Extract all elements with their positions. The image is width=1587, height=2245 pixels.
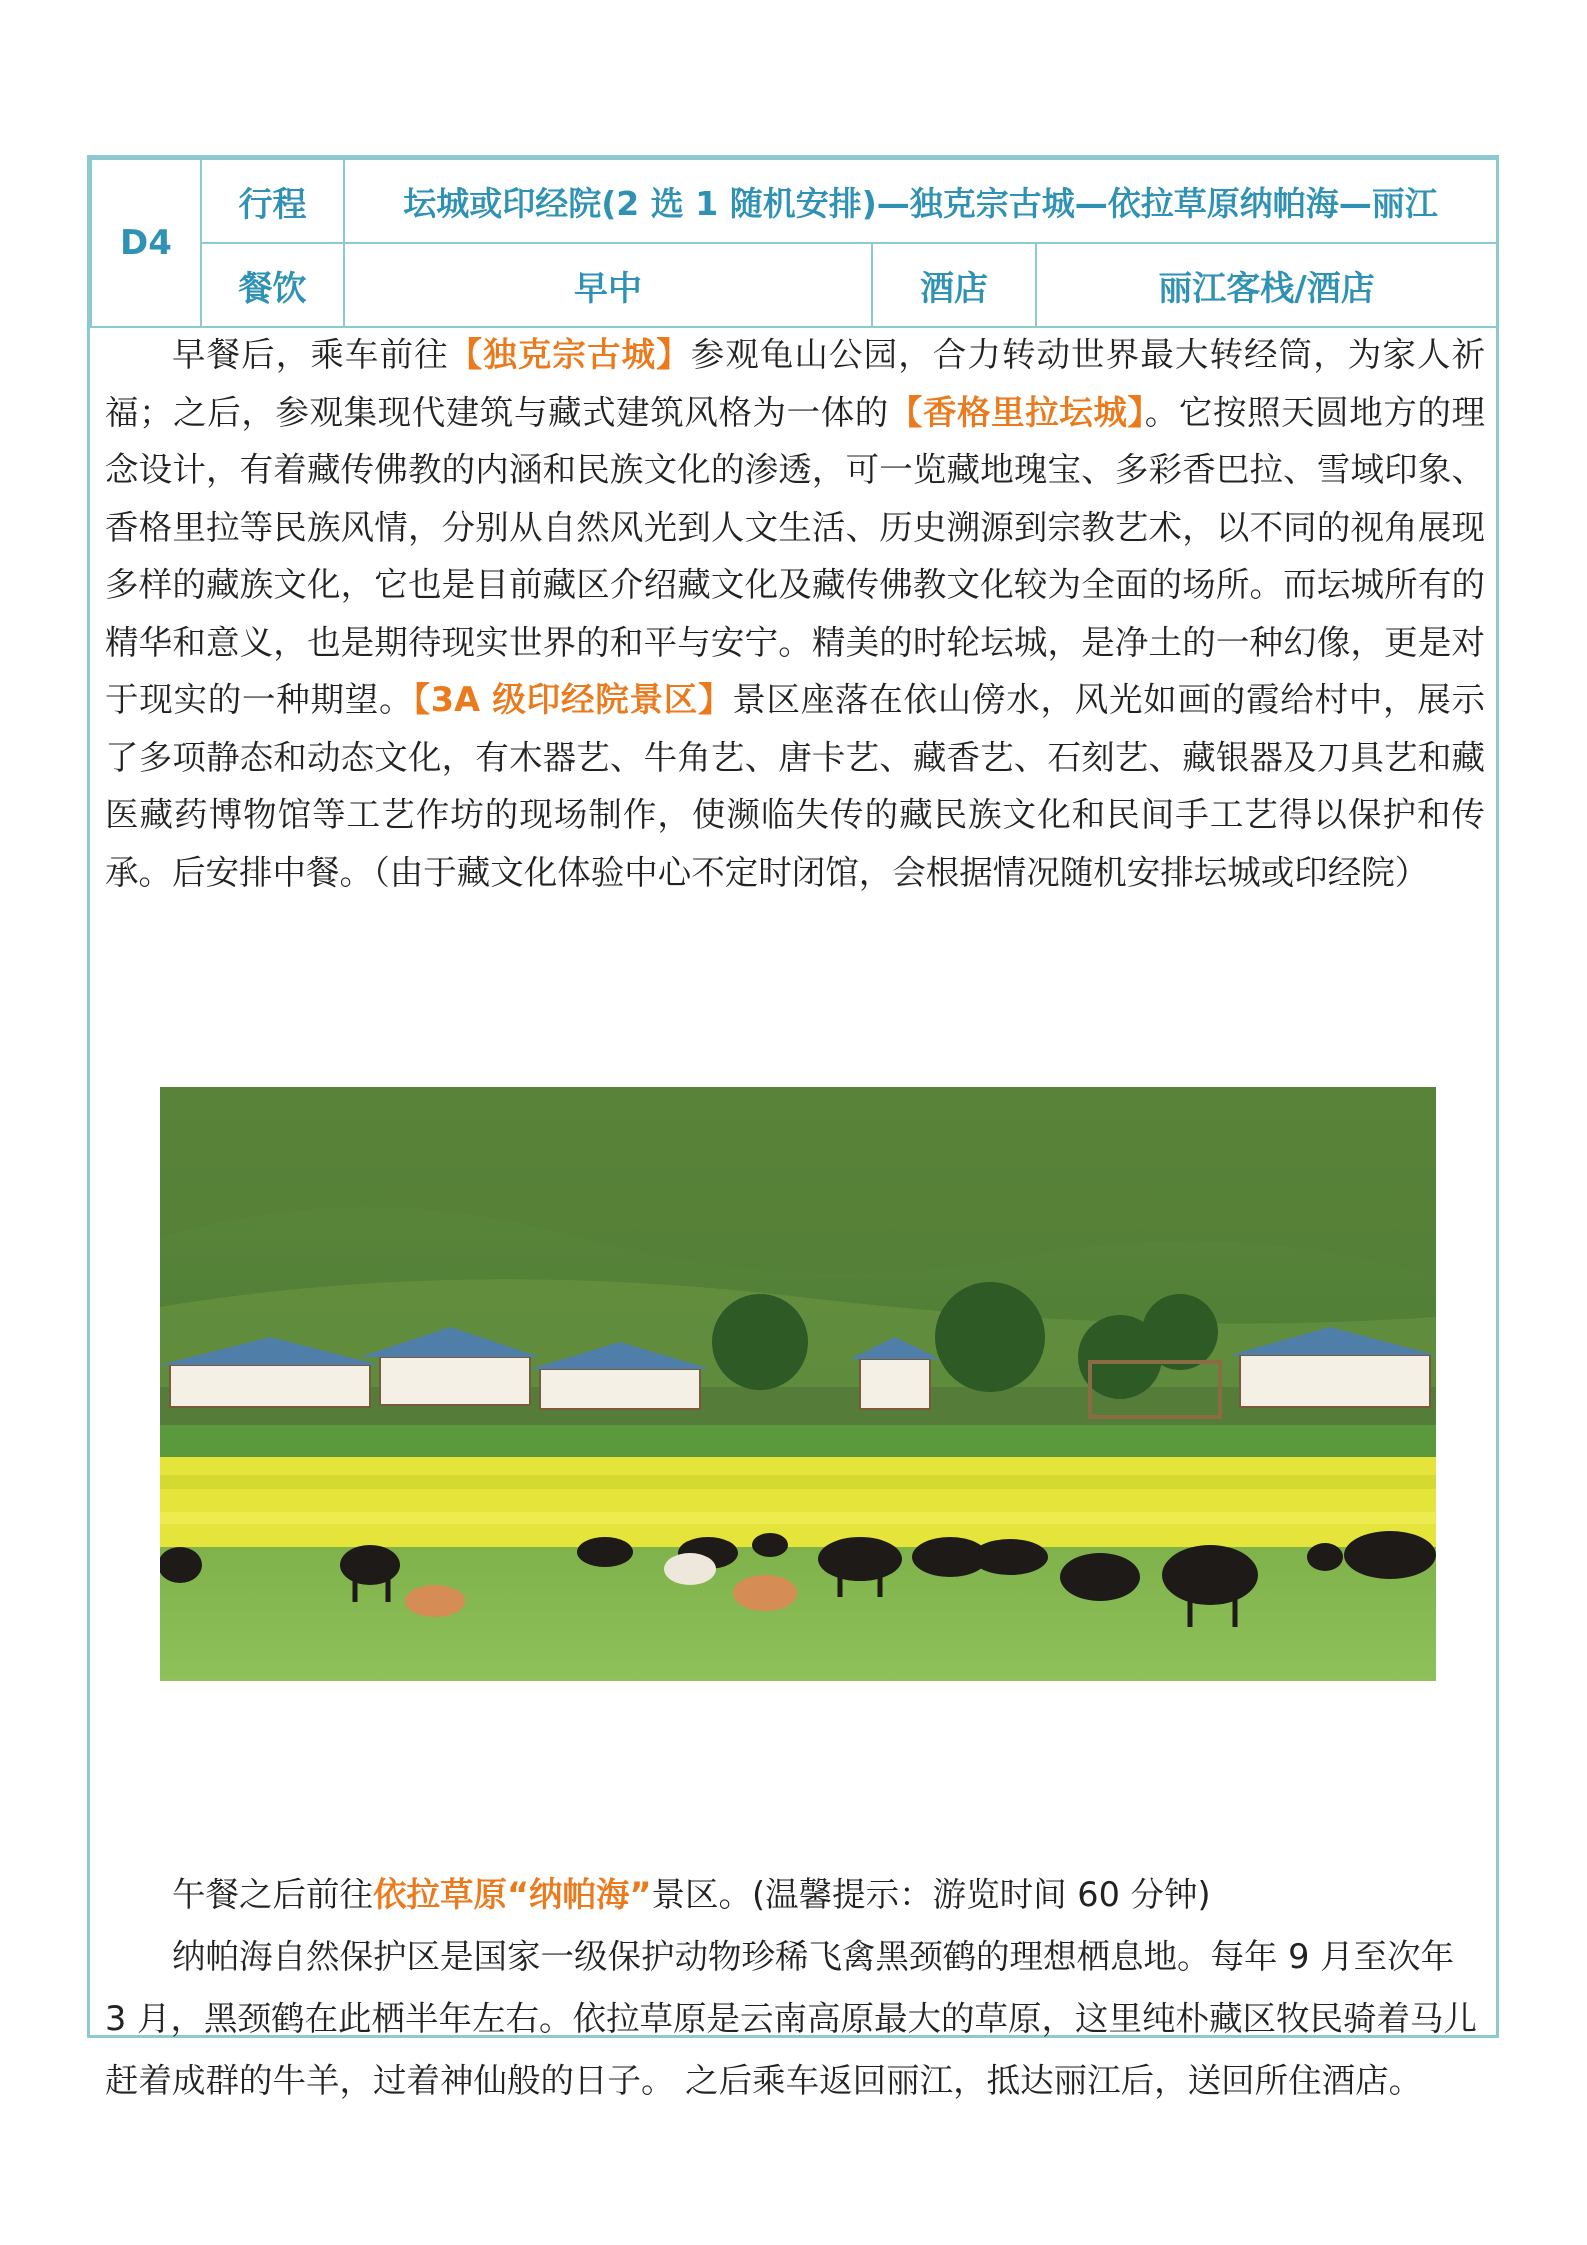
route-label: 行程 [201, 159, 344, 243]
day-header-table [90, 158, 1498, 328]
scripture-printing-highlight: 【3A 级印经院景区】 [413, 680, 733, 719]
hotel-label: 酒店 [872, 243, 1036, 327]
napahai-paragraph: 纳帕海自然保护区是国家一级保护动物珍稀飞禽黑颈鹤的理想栖息地。每年 9 月至次年 3 月，黑颈鹤在此栖半年左右。依拉草原是云南高原最大的草原，这里纯朴藏区牧民骑着马儿赶着成群的牛羊，过着神仙般的日子。 之后乘车返回丽江，抵达丽江后，送回所住酒店。 [105, 1937, 1477, 2100]
lunch-paragraph: 午餐之后前往依拉草原“纳帕海”景区。(温馨提示：游览时间 60 分钟) [172, 1875, 1211, 1914]
day-description [105, 326, 1485, 901]
itinerary-day-card [87, 155, 1499, 2100]
grassland-yak-photo [160, 1087, 1436, 1681]
hotel-value: 丽江客栈/酒店 [1036, 243, 1497, 327]
intro-paragraph: 早餐后，乘车前往【独克宗古城】参观龟山公园，合力转动世界最大转经筒，为家人祈福；之后，参观集现代建筑与藏式建筑风格为一体的【香格里拉坛城】。它按照天圆地方的理念设计，有着藏传佛教的内涵和民族文化的渗透，可一览藏地瑰宝、多彩香巴拉、雪域印象、香格里拉等民族风情，分别从自然风光到人文生活、历史溯源到宗教艺术，以不同的视角展现多样的藏族文化，它也是目前藏区介绍藏文化及藏传佛教文化较为全面的场所。而坛城所有的精华和意义，也是期待现实世界的和平与安宁。精美的时轮坛城，是净土的一种幻像，更是对于现实的一种期望。【3A 级印经院景区】景区座落在依山傍水，风光如画的霞给村中，展示了多项静态和动态文化，有木器艺、牛角艺、唐卡艺、藏香艺、石刻艺、藏银器及刀具艺和藏医藏药博物馆等工艺作坊的现场制作，使濒临失传的藏民族文化和民间手工艺得以保护和传承。后安排中餐。（由于藏文化体验中心不定时闭馆，会根据情况随机安排坛城或印经院） [105, 335, 1486, 892]
mandala-city-highlight: 【香格里拉坛城】 [888, 392, 1145, 432]
grassland-section [105, 1864, 1485, 2112]
dukezong-highlight: 【独克宗古城】 [448, 335, 691, 374]
route-value: 坛城或印经院(2 选 1 随机安排)—独克宗古城—依拉草原纳帕海—丽江 [344, 159, 1497, 243]
meals-label: 餐饮 [201, 243, 344, 327]
meals-value: 早中 [344, 243, 872, 327]
napahai-highlight: 依拉草原“纳帕海” [373, 1875, 652, 1914]
day-number: D4 [91, 159, 201, 327]
